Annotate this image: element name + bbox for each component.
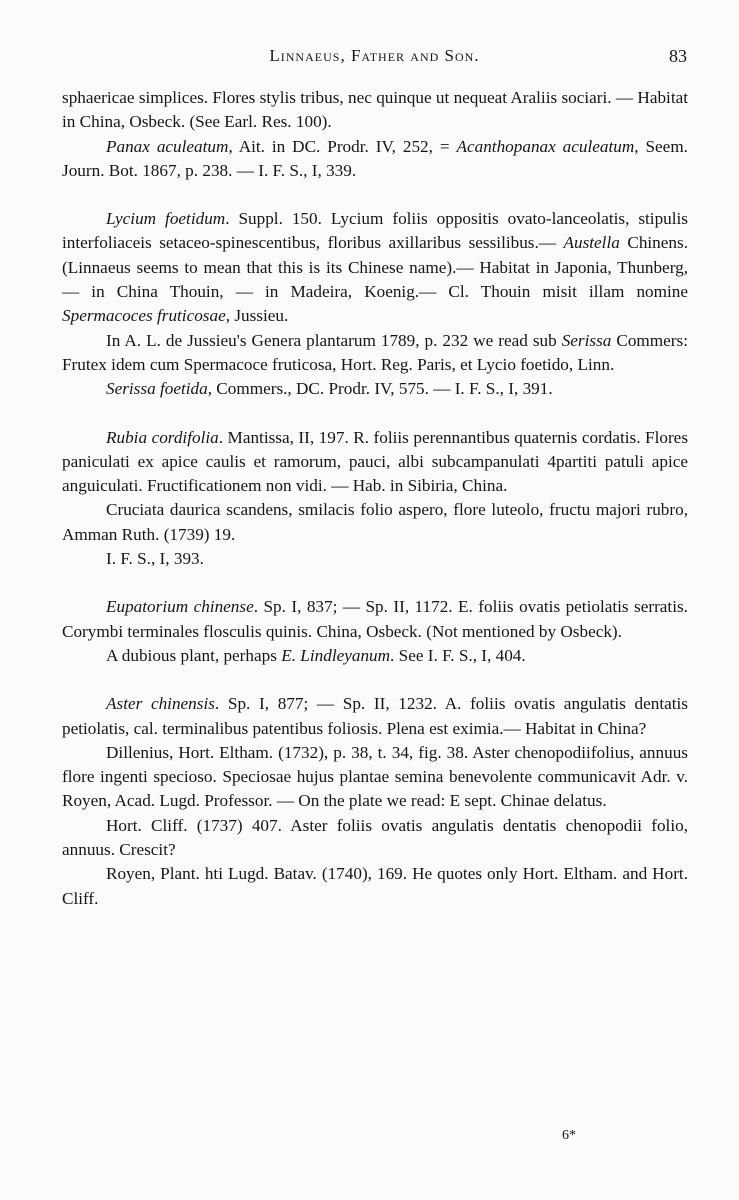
text-segment: Royen, Plant. hti Lugd. Batav. (1740), 169. He quotes only Hort. Eltham. and Hort. Cliff. <box>62 864 688 908</box>
paragraph <box>62 498 688 547</box>
paragraph <box>62 595 688 644</box>
text-segment: sphaericae simplices. Flores stylis tribus, nec quinque ut nequeat Araliis sociari. — Habitat in China, Osbeck. (See Earl. Res. 100). <box>62 88 688 132</box>
text-segment: Cruciata daurica scandens, smilacis folio aspero, flore luteolo, fructu majori rubro, Amman Ruth. (1739) 19. <box>62 500 688 544</box>
species-name: Spermacoces fruticosae <box>62 306 226 326</box>
paragraph <box>62 329 688 378</box>
paragraph <box>62 862 688 911</box>
text-segment: , Jussieu. <box>225 306 289 326</box>
text-segment: . Mantissa, II, 197. R. foliis perennantibus quaternis cordatis. Flores paniculati ex apice caulis et ramorum, pauci, albi subcampanulati 4partiti patuli apice anguiculati. Fructificationem non vidi. — Hab. in Sibiria, China. <box>62 427 689 496</box>
text-segment: , Ait. in DC. Prodr. IV, 252, = <box>228 136 457 156</box>
paragraph <box>62 547 688 571</box>
paragraph <box>62 86 688 135</box>
text-segment: Dillenius, Hort. Eltham. (1732), p. 38, t. 34, fig. 38. Aster chenopodiifolius, annuus flore ingenti specioso. Speciosae hujus plantae semina benevolente communicavit Adr. v. Royen, Acad. Lugd. Professor. — On the plate we read: E sept. Chinae delatus. <box>62 742 688 811</box>
species-name: Rubia cordifolia <box>106 427 219 447</box>
text-segment: , Commers., DC. Prodr. IV, 575. — I. F. S., I, 391. <box>207 379 553 399</box>
signature-mark: 6* <box>562 1128 576 1143</box>
text-segment: Commers: Frutex idem cum Spermacoce fruticosa, Hort. Reg. Paris, et Lycio foetido, Linn. <box>62 330 688 374</box>
body-text <box>62 86 688 911</box>
paragraph <box>62 814 688 863</box>
running-head <box>62 46 687 72</box>
species-name: Serissa <box>561 330 612 350</box>
species-name: Serissa foetida <box>106 379 208 399</box>
paragraph <box>62 207 688 328</box>
text-segment: . See I. F. S., I, 404. <box>390 645 526 665</box>
text-segment: A dubious plant, perhaps <box>106 645 282 665</box>
text-segment: . Sp. I, 877; — Sp. II, 1232. A. foliis ovatis angulatis dentatis petiolatis, cal. terminalibus patentibus foliosis. Plena est eximia.— Habitat in China? <box>62 694 688 738</box>
text-segment: Chinens. (Linnaeus seems to mean that this is its Chinese name).— Habitat in Japonia, Thunberg, — in China Thouin, — in Madeira, Koenig.— Cl. Thouin misit illam nomine <box>62 233 688 302</box>
paragraph <box>62 692 688 741</box>
paragraph <box>62 741 688 814</box>
species-name: Panax aculeatum <box>106 136 229 156</box>
paragraph <box>62 135 688 184</box>
text-segment: , Seem. Journ. Bot. 1867, p. 238. — I. F. S., I, 339. <box>62 136 688 180</box>
paragraph <box>62 377 688 401</box>
species-name: Lycium foetidum <box>106 209 226 229</box>
paragraph <box>62 644 688 668</box>
species-name: Austella <box>563 233 620 253</box>
species-name: Acanthopanax aculeatum <box>456 136 635 156</box>
text-segment: Hort. Cliff. (1737) 407. Aster foliis ovatis angulatis dentatis chenopodii folio, annuus. Crescit? <box>62 815 688 860</box>
text-segment: . Suppl. 150. Lycium foliis oppositis ovato-lanceolatis, stipulis interfoliaceis setaceo-spinescentibus, floribus axillaribus sessilibus.— <box>62 209 688 253</box>
paragraph <box>62 426 688 499</box>
text-segment: . Sp. I, 837; — Sp. II, 1172. E. foliis ovatis petiolatis serratis. Corymbi terminales flosculis quinis. China, Osbeck. (Not mentioned by Osbeck). <box>62 597 688 641</box>
running-head-title: Linnaeus, Father and Son. <box>269 46 480 65</box>
species-name: Eupatorium chinense <box>106 597 254 617</box>
text-segment: I. F. S., I, 393. <box>106 549 204 569</box>
species-name: E. Lindleyanum <box>281 645 391 665</box>
text-segment: In A. L. de Jussieu's Genera plantarum 1789, p. 232 we read sub <box>106 330 562 350</box>
species-name: Aster chinensis <box>106 694 215 714</box>
page-number: 83 <box>669 46 687 66</box>
